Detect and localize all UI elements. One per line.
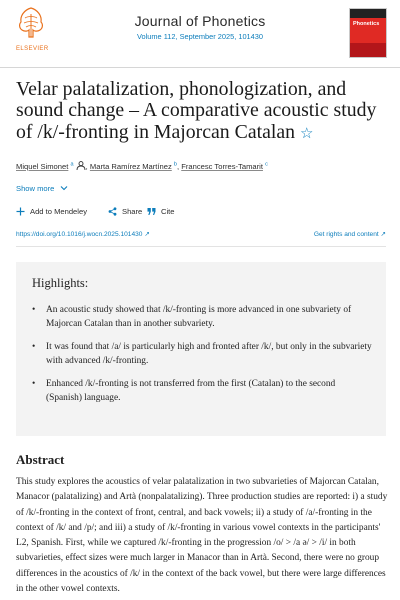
share-icon [108, 207, 117, 216]
rights-link[interactable] [314, 230, 386, 238]
author-affiliation-marker[interactable]: b [173, 161, 177, 168]
journal-header [0, 0, 400, 66]
add-to-mendeley-label: Add to Mendeley [30, 207, 87, 216]
bullet-icon: • [32, 342, 36, 352]
cover-title: Phonetics [353, 21, 380, 27]
cite-button[interactable] [147, 207, 175, 216]
show-more-button[interactable] [16, 184, 68, 193]
bullet-icon: • [32, 379, 36, 389]
highlight-text: An acoustic study showed that /k/-fronting is more advanced in one subvariety of Majorcan Catalan than in another subvariety. [46, 305, 352, 329]
abstract-heading: Abstract [16, 452, 65, 467]
highlight-item [32, 303, 372, 331]
highlight-text: It was found that /a/ is particularly high and fronted after /k/, but only in the subvariety with advanced /k/-fronting. [46, 342, 372, 366]
quote-icon [147, 207, 156, 216]
highlights-list [32, 303, 372, 405]
author-list [16, 161, 388, 171]
author-affiliation-marker[interactable]: c [265, 161, 268, 168]
section-divider [16, 246, 386, 247]
highlight-item [32, 340, 372, 368]
share-button[interactable] [108, 207, 142, 216]
external-link-icon: ↗ [144, 231, 150, 238]
author-name[interactable]: Francesc Torres-Tamarit [181, 162, 263, 171]
header-divider [0, 67, 400, 68]
title-footnote-star-icon[interactable]: ☆ [300, 123, 314, 142]
doi-text: https://doi.org/10.1016/j.wocn.2025.101430 [16, 231, 143, 238]
author-affiliation-marker[interactable]: a [70, 161, 74, 168]
doi-row [16, 230, 386, 242]
highlights-box [16, 262, 386, 436]
rights-text: Get rights and content [313, 231, 379, 238]
author-separator: , [176, 162, 180, 171]
cover-bottom-band [350, 43, 386, 57]
bullet-icon: • [32, 305, 36, 315]
share-label: Share [122, 207, 143, 216]
author-name[interactable]: Marta Ramírez Martínez [89, 162, 172, 171]
highlights-title: Highlights: [32, 276, 89, 290]
highlight-item [32, 377, 372, 405]
author-separator: , [85, 162, 88, 171]
highlight-text: Enhanced /k/-fronting is not transferred from the first (Catalan) to the second (Spanish) language. [46, 379, 336, 403]
person-icon[interactable] [76, 161, 86, 170]
plus-icon [16, 207, 25, 216]
journal-cover-image[interactable] [349, 8, 387, 58]
article-title-text: Velar palatalization, phonologization, and sound change – A comparative acoustic study of /k/-fronting in Majorcan Catalan [16, 78, 377, 143]
cover-top-band [350, 9, 386, 18]
add-to-mendeley-button[interactable] [16, 207, 87, 216]
author-name[interactable]: Miquel Simonet [16, 162, 69, 171]
doi-link[interactable] [16, 230, 150, 238]
article-title [16, 79, 388, 144]
cite-label: Cite [161, 207, 175, 216]
article-actions [16, 207, 388, 219]
chevron-down-icon [60, 185, 68, 191]
journal-issue-link[interactable]: Volume 112, September 2025, 101430 [136, 32, 263, 41]
elsevier-logo[interactable] [16, 6, 49, 52]
publisher-name: ELSEVIER [16, 46, 49, 52]
journal-name[interactable]: Journal of Phonetics [134, 13, 266, 29]
show-more-label: Show more [16, 184, 55, 193]
external-link-icon: ↗ [380, 231, 386, 238]
abstract-text: This study explores the acoustics of velar palatalization in two subvarieties of Majorcan Catalan, Manacor (palatalizing) and Artà (nonpalatalizing). Three production studies are reported: i) a study of /k/-fronting in the context of front, central, and back vowels; ii) a study of /a/-fronting in the context of /k/ and /p/; and iii) a study of /k/-fronting in various vowel contexts in the participants' L2, Spanish. First, while we captured /k/-fronting in the progression /o/ > /a ə/ > /i/ in both subvarieties, effect sizes were much larger in Manacor than in Artà. Second, there were no group differences in the acoustics of /k/ in the context of the back vowel, but there were large differences in the other vowel contexts. [16, 477, 388, 595]
tree-icon [16, 6, 46, 40]
